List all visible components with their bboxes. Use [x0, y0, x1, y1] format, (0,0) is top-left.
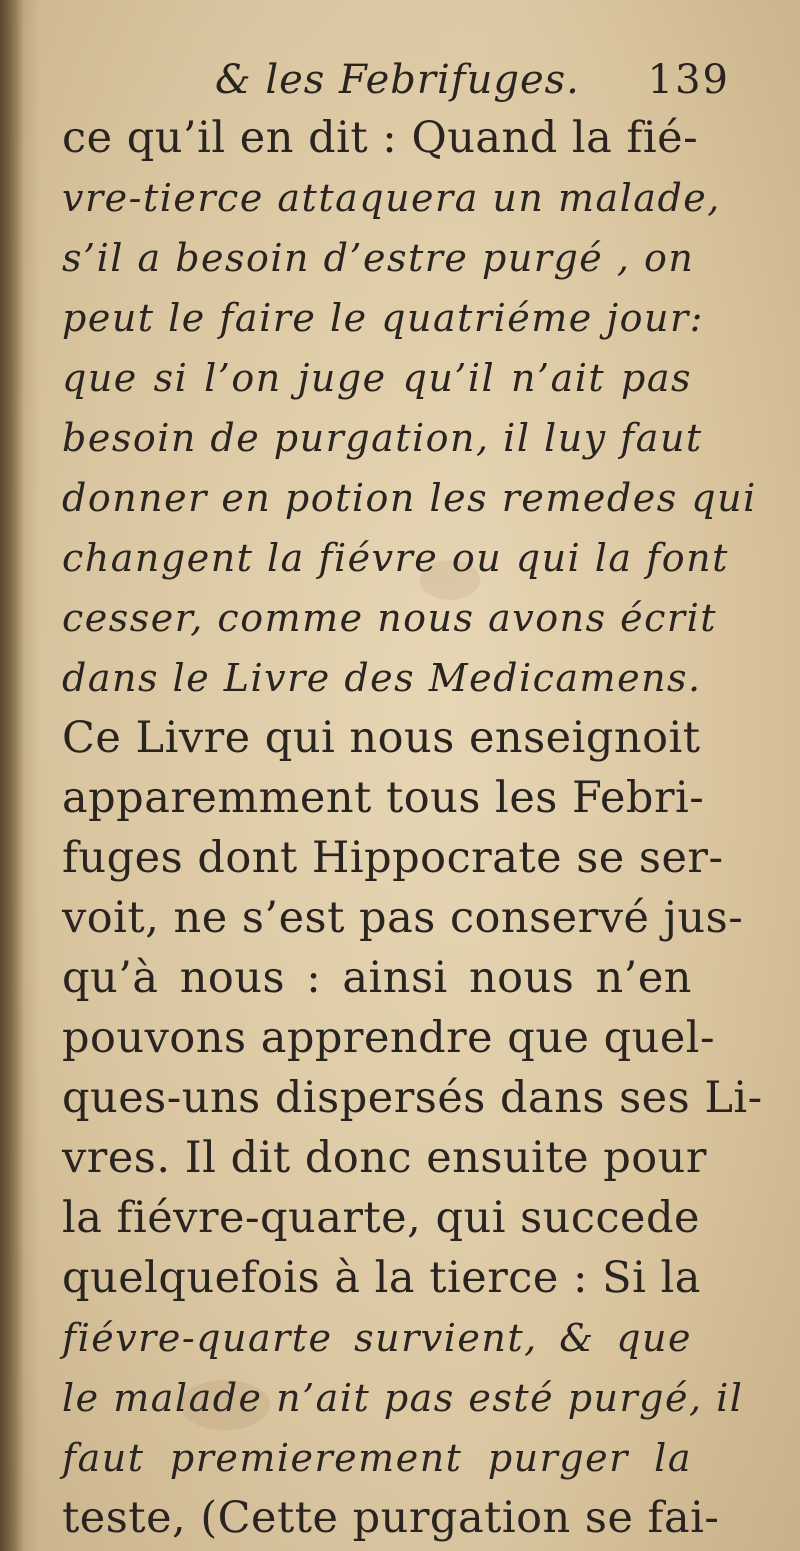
text-line: faut premierement purger la [62, 1436, 692, 1480]
page-number: 139 [647, 57, 730, 103]
text-line: teste, (Cette purgation se fai- [62, 1493, 720, 1543]
text-line: la fiévre-quarte, qui succede [62, 1193, 700, 1243]
text-line: besoin de purgation, il luy faut [62, 416, 703, 460]
text-line: changent la fiévre ou qui la font [62, 536, 729, 580]
text-line: voit, ne s’est pas conservé jus- [62, 893, 744, 943]
text-line: s’il a besoin d’estre purgé , on [62, 236, 695, 280]
text-line: vres. Il dit donc ensuite pour [62, 1133, 707, 1183]
page-gutter [0, 0, 24, 1551]
text-line: ques-uns dispersés dans ses Li- [62, 1073, 763, 1123]
text-line: ce qu’il en dit : Quand la fié- [62, 113, 699, 163]
text-line: quelquefois à la tierce : Si la [62, 1253, 701, 1303]
text-line: fuges dont Hippocrate se ser- [62, 833, 724, 883]
text-line: peut le faire le quatriéme jour: [62, 296, 704, 340]
text-line: dans le Livre des Medicamens. [62, 656, 702, 700]
text-line: le malade n’ait pas esté purgé, il [62, 1376, 744, 1420]
text-line: cesser, comme nous avons écrit [62, 596, 718, 640]
text-line: Ce Livre qui nous enseignoit [62, 713, 701, 763]
running-title: & les Febrifuges. [215, 57, 580, 103]
text-line: donner en potion les remedes qui [62, 476, 757, 520]
text-line: que si l’on juge qu’il n’ait pas [62, 356, 692, 400]
text-line: vre-tierce attaquera un malade, [62, 176, 721, 220]
text-line: apparemment tous les Febri- [62, 773, 705, 823]
text-line: pouvons apprendre que quel- [62, 1013, 716, 1063]
page-header [215, 55, 730, 105]
text-line: fiévre-quarte survient, & que [62, 1316, 692, 1360]
body-text [62, 108, 763, 1548]
text-line: qu’à nous : ainsi nous n’en [62, 953, 692, 1003]
